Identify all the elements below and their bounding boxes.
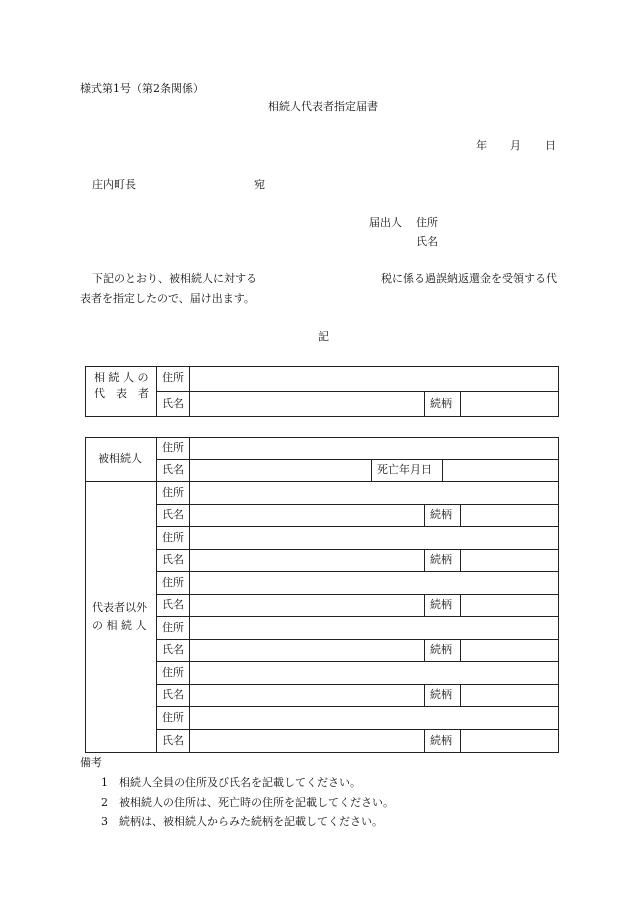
heir-1-address-label: 住所 xyxy=(162,486,184,499)
applicant-address-label: 住所 xyxy=(416,216,438,229)
heir-1-relation-label: 続柄 xyxy=(430,508,452,521)
heir-2-address-label: 住所 xyxy=(162,531,184,544)
other-heirs-label-line2: の 相 続 人 xyxy=(92,619,147,632)
heir-2-name-label: 氏名 xyxy=(162,553,184,566)
note-1-number: 1 xyxy=(101,776,108,789)
body-text-line2: 表者を指定したので、届け出ます。 xyxy=(80,292,255,305)
date-year-label: 年 xyxy=(476,139,487,152)
heir-4-relation-label: 続柄 xyxy=(430,643,452,656)
heir-3-name-label: 氏名 xyxy=(162,598,184,611)
note-3-number: 3 xyxy=(101,815,108,828)
decedent-label: 被相続人 xyxy=(98,452,142,465)
heir-6-relation-label: 続柄 xyxy=(430,734,452,747)
representative-label-line2: 代 表 者 xyxy=(94,387,149,400)
heir-5-address-label: 住所 xyxy=(162,666,184,679)
representative-address-label: 住所 xyxy=(162,371,184,384)
heir-2-relation-label: 続柄 xyxy=(430,553,452,566)
applicant-name-label: 氏名 xyxy=(416,235,438,248)
heir-4-name-label: 氏名 xyxy=(162,643,184,656)
note-2-number: 2 xyxy=(101,796,108,809)
note-1-text: 相続人全員の住所及び氏名を記載してください。 xyxy=(119,776,361,789)
heir-6-name-label: 氏名 xyxy=(162,734,184,747)
decedent-name-label: 氏名 xyxy=(162,463,184,476)
other-heirs-label-line1: 代表者以外 xyxy=(92,601,147,614)
heir-5-relation-label: 続柄 xyxy=(430,688,452,701)
representative-label-line1: 相 続 人 の xyxy=(94,371,149,384)
body-text-part2: 税に係る過誤納返還金を受領する代 xyxy=(381,272,557,285)
notes-heading: 備考 xyxy=(80,756,102,769)
addressee: 庄内町長 xyxy=(92,178,136,191)
representative-name-label: 氏名 xyxy=(162,397,184,410)
death-date-label: 死亡年月日 xyxy=(377,463,432,476)
heir-1-name-label: 氏名 xyxy=(162,508,184,521)
note-3-text: 続柄は、被相続人からみた続柄を記載してください。 xyxy=(119,815,383,828)
heir-5-name-label: 氏名 xyxy=(162,688,184,701)
addressee-suffix: 宛 xyxy=(254,178,265,191)
representative-relation-label: 続柄 xyxy=(430,397,452,410)
heir-6-address-label: 住所 xyxy=(162,711,184,724)
date-month-label: 月 xyxy=(510,139,521,152)
applicant-label: 届出人 xyxy=(369,216,402,229)
heir-3-address-label: 住所 xyxy=(162,576,184,589)
form-number: 様式第1号（第2条関係） xyxy=(80,82,204,95)
body-text-part1: 下記のとおり、被相続人に対する xyxy=(92,272,257,285)
ki-label: 記 xyxy=(318,330,329,343)
heir-4-address-label: 住所 xyxy=(162,621,184,634)
date-day-label: 日 xyxy=(545,139,556,152)
decedent-address-label: 住所 xyxy=(162,441,184,454)
heir-3-relation-label: 続柄 xyxy=(430,598,452,611)
document-title: 相続人代表者指定届書 xyxy=(268,100,378,113)
note-2-text: 被相続人の住所は、死亡時の住所を記載してください。 xyxy=(119,796,394,809)
